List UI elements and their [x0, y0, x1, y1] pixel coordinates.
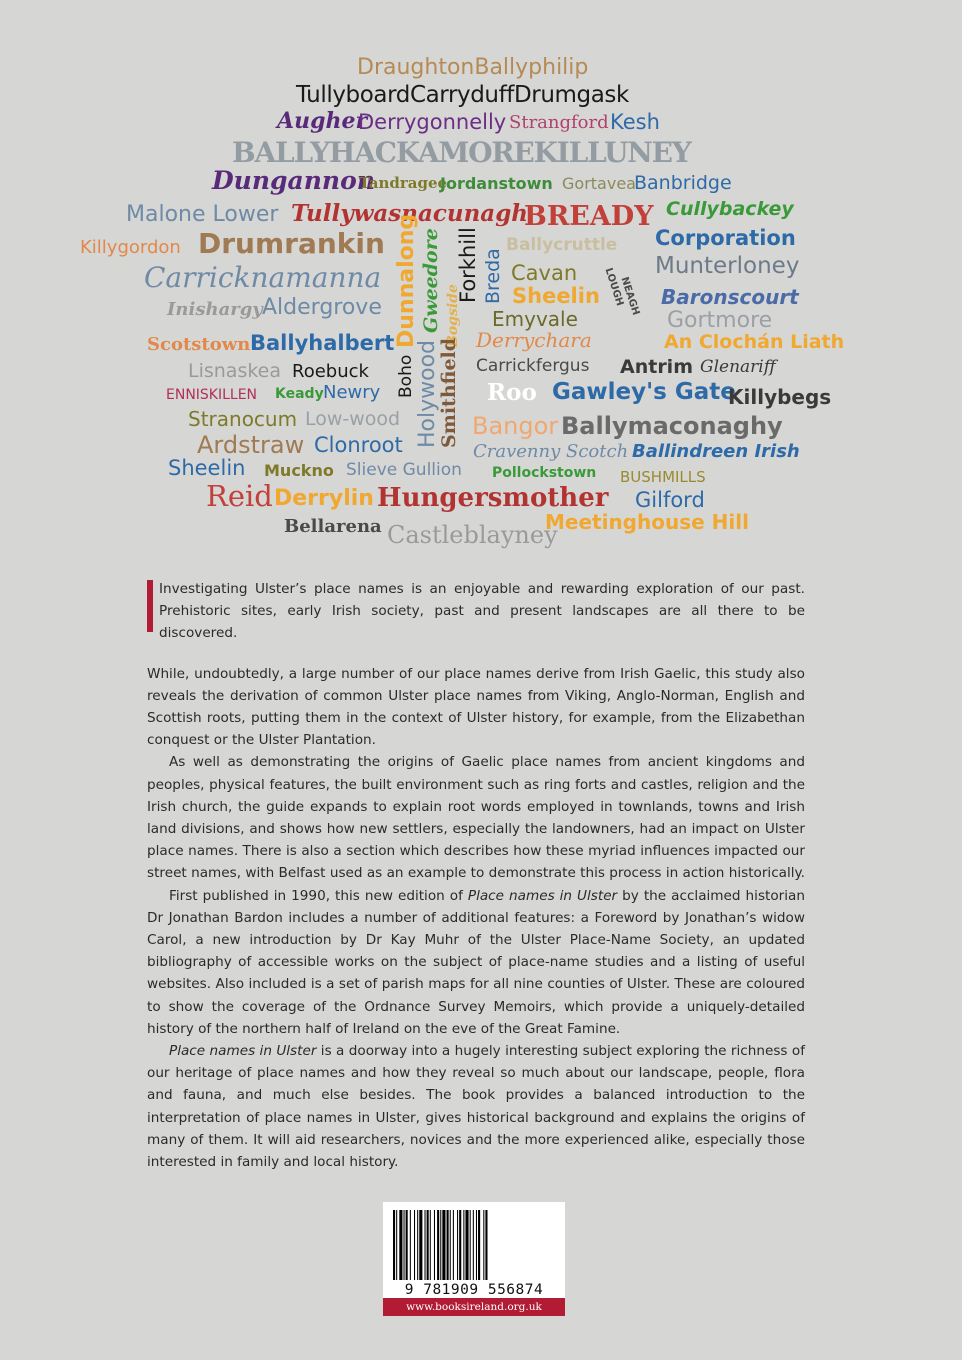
- cloud-word: Ballyhalbert: [250, 331, 395, 355]
- cloud-word: NEAGH: [618, 275, 642, 317]
- book-title: Place names in Ulster: [467, 887, 618, 904]
- barcode-bar: [463, 1210, 464, 1280]
- cloud-word: ENNISKILLEN: [166, 387, 258, 403]
- cloud-word: Killybegs: [728, 385, 832, 409]
- cloud-word: Corporation: [655, 226, 796, 250]
- blurb-lead-paragraph: Investigating Ulster’s place names is an enjoyable and rewarding exploration of our past. Prehistoric sites, early Irish society, past and present landscapes are all there to be discovered.: [147, 578, 805, 645]
- barcode-bar: [404, 1210, 405, 1280]
- cloud-word: Reid: [206, 479, 273, 513]
- cloud-word: Tandragee: [359, 174, 448, 192]
- cloud-word: Sheelin: [512, 284, 600, 308]
- cloud-word: Meetinghouse Hill: [545, 510, 749, 534]
- cloud-word: Low-wood: [305, 408, 401, 430]
- cloud-word: Cullybackey: [666, 198, 794, 220]
- cloud-word: Bellarena: [284, 516, 382, 537]
- cloud-word: Boho: [396, 354, 416, 398]
- cloud-word: Breda: [482, 248, 504, 304]
- cloud-word: Derrylin: [274, 486, 374, 511]
- cloud-word: Muckno: [264, 461, 334, 480]
- cloud-word: Hungersmother: [377, 483, 609, 513]
- cloud-word: Dunnalong: [394, 213, 419, 348]
- cloud-word: Bangor: [472, 412, 559, 440]
- cloud-word: Banbridge: [634, 172, 732, 194]
- cloud-word: Ballycruttle: [506, 235, 618, 255]
- cloud-word: Kesh: [610, 110, 660, 134]
- barcode-bar: [470, 1210, 471, 1280]
- cloud-word: Clonroot: [314, 433, 403, 457]
- cloud-word: Drumrankin: [198, 227, 385, 260]
- cloud-word: DraughtonBallyphilip: [357, 55, 589, 80]
- barcode-bar: [485, 1210, 487, 1280]
- barcode-bar: [459, 1210, 461, 1280]
- accent-bar: [147, 580, 153, 632]
- cloud-word: Gortavea: [562, 174, 636, 193]
- blurb-paragraph: First published in 1990, this new edition of Place names in Ulster by the acclaimed historian Dr Jonathan Bardon includes a number of additional features: a Foreword by Jonathan’s widow Carol, a new introduction by Dr Kay Muhr of the Ulster Place-Name Society, an updated bibliography of accessible works on the subject of place-name studies and a listing of useful websites. Also included is a set of parish maps for all nine counties of Ulster. These are coloured to show the coverage of the Ordnance Survey Memoirs, which provide a uniquely-detailed history of the northern half of Ireland on the eve of the Great Famine.: [147, 887, 805, 1037]
- barcode-bar: [440, 1210, 441, 1280]
- book-title: Place names in Ulster: [169, 1043, 317, 1060]
- cloud-word: Antrim: [620, 356, 693, 378]
- barcode-bar: [396, 1210, 397, 1280]
- cloud-word: Baronscourt: [661, 285, 799, 309]
- barcode-bar: [447, 1210, 449, 1280]
- barcode-bar: [427, 1210, 429, 1280]
- barcode-bar: [483, 1210, 484, 1280]
- barcode-bar: [457, 1210, 458, 1280]
- cloud-word: Keady: [275, 386, 324, 402]
- barcode-bar: [442, 1210, 445, 1280]
- cloud-word: Roebuck: [292, 361, 369, 382]
- cloud-word: Pollockstown: [492, 465, 597, 481]
- barcode-bar: [414, 1210, 415, 1280]
- cloud-word: Carricknamanna: [144, 261, 382, 294]
- cloud-word: Carrickfergus: [476, 356, 590, 376]
- cloud-word: Castleblayney: [387, 521, 558, 549]
- cloud-word: Holywood: [415, 339, 440, 448]
- cloud-word: Jordanstown: [440, 174, 553, 193]
- barcode-bar: [437, 1210, 439, 1280]
- cloud-word: BALLYHACKAMOREKILLUNEY: [232, 136, 691, 169]
- barcode-bar: [473, 1210, 474, 1280]
- cloud-word: Newry: [323, 382, 381, 403]
- cloud-word: Cravenny Scotch: [473, 441, 629, 462]
- cloud-word: Ballindreen Irish: [632, 441, 800, 462]
- barcode-bar: [425, 1210, 426, 1280]
- barcode-bar: [417, 1210, 418, 1280]
- cloud-word: Gortmore: [667, 308, 773, 333]
- cloud-word: An Clochán Liath: [664, 331, 845, 353]
- cloud-word: Ardstraw: [197, 431, 305, 459]
- isbn-number: 9 781909 556874: [404, 1282, 544, 1298]
- barcode-bars: [393, 1210, 553, 1280]
- cloud-word: Inishargy: [167, 299, 263, 320]
- back-cover-blurb: [147, 578, 805, 1173]
- cloud-word: Tullywasnacunagh: [291, 200, 528, 227]
- cloud-word: Smithfield: [438, 337, 460, 448]
- barcode-bar: [399, 1210, 402, 1280]
- cloud-word: Dungannon: [212, 166, 375, 195]
- barcode-bar: [450, 1210, 451, 1280]
- cloud-word: Cavan: [511, 261, 578, 285]
- blurb-paragraph: Place names in Ulster is a doorway into a hugely interesting subject exploring the richness of our heritage of place names and how they reveal so much about our landscape, people, flora and fauna, and much else besides. The book provides a balanced introduction to the interpretation of place names in Ulster, gives historical background and explains the origins of many of them. It will aid researchers, novices and the more experienced alike, especially those interested in family and local history.: [147, 1043, 805, 1171]
- cloud-word: Scotstown: [147, 334, 251, 355]
- barcode-bar: [393, 1210, 395, 1280]
- place-name-word-cloud: [0, 0, 962, 570]
- cloud-word: Slieve Gullion: [346, 460, 462, 480]
- barcode-bar: [478, 1210, 480, 1280]
- barcode-bar: [434, 1210, 435, 1280]
- cloud-word: Roo: [487, 379, 537, 406]
- cloud-word: Emyvale: [492, 307, 578, 331]
- publisher-url: www.booksireland.org.uk: [383, 1298, 565, 1316]
- cloud-word: Lisnaskea: [188, 360, 282, 382]
- cloud-word: Stranocum: [188, 407, 298, 431]
- cloud-word: Derrygonnelly: [358, 110, 507, 134]
- cloud-word: Aldergrove: [262, 295, 382, 320]
- cloud-word: Bogside: [445, 284, 461, 347]
- cloud-word: Gawley's Gate: [552, 379, 736, 405]
- barcode-bar: [476, 1210, 477, 1280]
- barcode-bar: [465, 1210, 468, 1280]
- barcode-bar: [430, 1210, 431, 1280]
- cloud-word: Derrychara: [476, 328, 592, 352]
- cloud-word: Gweedore: [420, 228, 442, 333]
- barcode-bar: [453, 1210, 454, 1280]
- cloud-word: Ballymaconaghy: [561, 412, 783, 440]
- cloud-word: Sheelin: [168, 456, 246, 480]
- cloud-word: Augher: [277, 108, 368, 134]
- barcode-bar: [419, 1210, 422, 1280]
- cloud-word: LOUGH: [602, 266, 626, 308]
- cloud-word: TullyboardCarryduffDrumgask: [296, 82, 629, 108]
- cloud-word: BREADY: [524, 201, 654, 232]
- barcode-bar: [410, 1210, 411, 1280]
- cloud-word: Munterloney: [655, 253, 800, 279]
- cloud-word: Glenariff: [700, 357, 776, 377]
- cloud-word: Malone Lower: [126, 202, 279, 227]
- cloud-word: BUSHMILLS: [620, 468, 706, 486]
- cloud-word: Strangford: [509, 112, 609, 133]
- cloud-word: Killygordon: [80, 237, 181, 258]
- barcode-bar: [406, 1210, 408, 1280]
- cloud-word: Forkhill: [456, 227, 480, 303]
- cloud-word: Gilford: [635, 488, 705, 512]
- blurb-paragraph: As well as demonstrating the origins of Gaelic place names from ancient kingdoms and peoples, physical features, the built environment such as ring forts and castles, religion and the Irish church, the guide expands to explain root words employed in townlands, towns and Irish land divisions, and shows how new settlers, especially the landowners, had an impact on Ulster place names. There is also a section which describes how these myriad influences impacted our street names, with Belfast used as an example to demonstrate this process in action historically.: [147, 754, 805, 882]
- blurb-paragraph: While, undoubtedly, a large number of our place names derive from Irish Gaelic, this study also reveals the derivation of common Ulster place names from Viking, Anglo-Norman, English and Scottish roots, putting them in the context of Ulster history, for example, from the Elizabethan conquest or the Ulster Plantation.: [147, 665, 805, 749]
